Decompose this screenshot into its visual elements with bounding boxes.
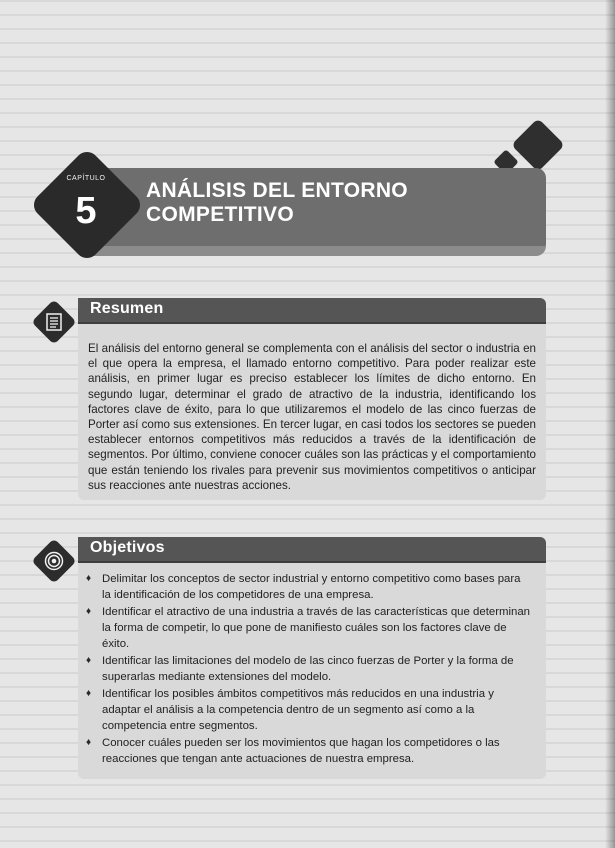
- objective-text: Identificar el atractivo de una industria a través de las características que determinan la forma de competir, lo que pone de manifiesto cuáles son los factores clave de éxito.: [102, 606, 531, 650]
- bullet-diamond-icon: ♦: [86, 606, 92, 617]
- objectives-list: [86, 571, 532, 768]
- bullet-diamond-icon: ♦: [86, 655, 92, 666]
- chapter-label: CAPÍTULO: [66, 175, 106, 182]
- decorative-diamond-large: [511, 118, 565, 172]
- summary-paragraph: El análisis del entorno general se complementa con el análisis del sector o industria en el que opera la empresa, el llamado entorno competitivo. Para poder realizar este análisis, en primer lugar es preciso establecer los límites de dicho entorno. En segundo lugar, determinar el grado de atractivo de la industria, identificando los factores clave de éxito, para lo que utilizaremos el modelo de las cinco fuerzas de Porter así como sus extensiones. En tercer lugar, en casi todos los sectores se pueden establecer entornos competitivos más reducidos a través de la identificación de segmentos. Por último, conviene conocer cuáles son las prácticas y el comportamiento que están teniendo los rivales para prevenir sus movimientos competitivos o anticipar sus reacciones ante nuestras acciones.: [88, 342, 536, 492]
- objective-item: [86, 653, 532, 685]
- bullet-diamond-icon: ♦: [86, 688, 92, 699]
- target-icon-graphic: [44, 551, 64, 571]
- bullet-diamond-icon: ♦: [86, 737, 92, 748]
- objective-item: [86, 735, 532, 767]
- bullet-diamond-icon: ♦: [86, 573, 92, 584]
- chapter-title-line-1: ANÁLISIS DEL ENTORNO: [146, 179, 408, 202]
- objective-item: [86, 686, 532, 734]
- objective-item: [86, 571, 532, 603]
- objective-text: Identificar las limitaciones del modelo de las cinco fuerzas de Porter y la forma de superarlas mediante extensiones del modelo.: [102, 655, 514, 683]
- objectives-heading: Objetivos: [90, 539, 165, 556]
- objective-item: [86, 604, 532, 652]
- objective-text: Delimitar los conceptos de sector industrial y entorno competitivo como bases para la identificación de los competidores de una empresa.: [102, 573, 521, 601]
- objective-text: Conocer cuáles pueden ser los movimientos que hagan los competidores o las reacciones que tengan ante actuaciones de nuestra empresa.: [102, 737, 500, 765]
- chapter-title: [146, 179, 526, 227]
- summary-heading: Resumen: [90, 300, 164, 317]
- objective-text: Identificar los posibles ámbitos competitivos más reducidos en una industria y adaptar el análisis a la competencia dentro de un segmento así como a la competencia entre segmentos.: [102, 688, 494, 732]
- document-lines-icon: [34, 302, 74, 342]
- summary-header: [78, 298, 546, 322]
- objectives-header: [78, 537, 546, 561]
- summary-rule: [78, 322, 546, 324]
- binding-edge-shadow: [605, 0, 615, 848]
- objectives-rule: [78, 561, 546, 563]
- chapter-banner-shadow: [88, 246, 546, 256]
- chapter-number: 5: [75, 190, 97, 232]
- document-lines-icon-graphic: [46, 313, 62, 331]
- target-icon: [34, 541, 74, 581]
- chapter-title-line-2: COMPETITIVO: [146, 203, 294, 226]
